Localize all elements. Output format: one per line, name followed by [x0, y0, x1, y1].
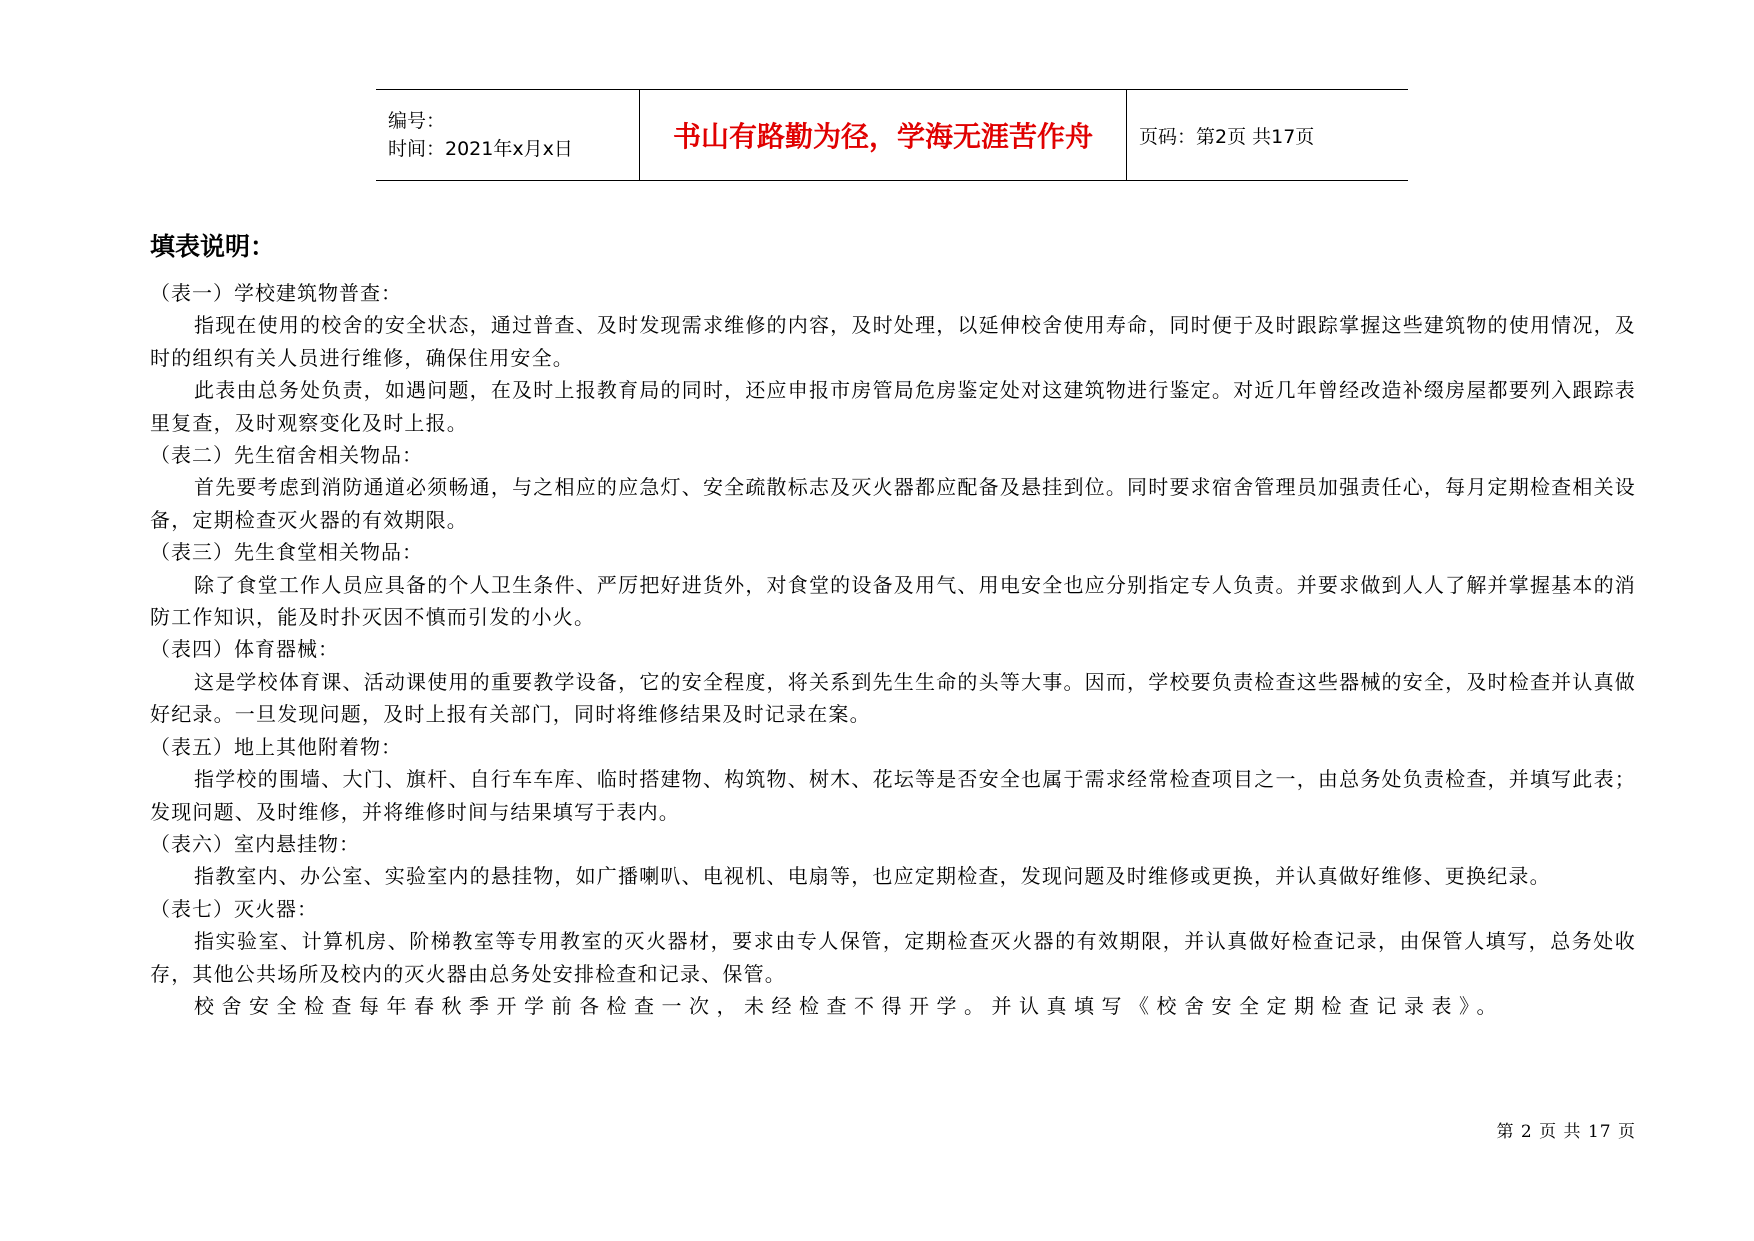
- section-heading: （表三）先生食堂相关物品：: [150, 540, 423, 565]
- document-number-label: 编号：: [388, 110, 446, 132]
- document-time-label: 时间：2021年x月x日: [388, 138, 573, 160]
- section-paragraph: 指现在使用的校舍的安全状态，通过普查、及时发现需求维修的内容，及时处理，以延伸校舍使用寿命，同时便于及时跟踪掌握这些建筑物的使用情况，及时的组织有关人员进行维修，确保住用安全。: [150, 313, 1636, 370]
- header-slogan-cell: [639, 90, 1127, 180]
- section-paragraph: 指学校的围墙、大门、旗杆、自行车车库、临时搭建物、构筑物、树木、花坛等是否安全也属于需求经常检查项目之一，由总务处负责检查，并填写此表；发现问题、及时维修，并将维修时间与结果填写于表内。: [150, 767, 1636, 824]
- section-heading: （表五）地上其他附着物：: [150, 734, 402, 759]
- section-heading: （表二）先生宿舍相关物品：: [150, 443, 423, 468]
- page-footer: 第 2 页 共 17 页: [1496, 1122, 1636, 1142]
- section-heading: （表六）室内悬挂物：: [150, 831, 360, 856]
- section-paragraph: 校舍安全检查每年春秋季开学前各检查一次，未经检查不得开学。并认真填写《校舍安全定期检查记录表》。: [194, 993, 1504, 1018]
- header-meta-cell: [376, 90, 639, 180]
- section-heading: （表四）体育器械：: [150, 637, 339, 662]
- section-paragraph: 除了食堂工作人员应具备的个人卫生条件、严厉把好进货外，对食堂的设备及用气、用电安全也应分别指定专人负责。并要求做到人人了解并掌握基本的消防工作知识，能及时扑灭因不慎而引发的小火。: [150, 572, 1636, 630]
- header-page-number: 页码：第2页 共17页: [1139, 125, 1315, 148]
- header-page-cell: [1127, 90, 1408, 180]
- page-title: 填表说明：: [150, 232, 276, 261]
- section-paragraph: 此表由总务处负责，如遇问题，在及时上报教育局的同时，还应申报市房管局危房鉴定处对这建筑物进行鉴定。对近几年曾经改造补缀房屋都要列入跟踪表里复查，及时观察变化及时上报。: [150, 378, 1636, 435]
- document-header: [376, 89, 1408, 181]
- section-paragraph: 这是学校体育课、活动课使用的重要教学设备，它的安全程度，将关系到先生生命的头等大事。因而，学校要负责检查这些器械的安全，及时检查并认真做好纪录。一旦发现问题，及时上报有关部门，同时将维修结果及时记录在案。: [150, 669, 1636, 727]
- instructions-body: [150, 277, 1636, 1022]
- header-slogan: 书山有路勤为径，学海无涯苦作舟: [672, 120, 1093, 153]
- section-paragraph: 指教室内、办公室、实验室内的悬挂物，如广播喇叭、电视机、电扇等，也应定期检查，发现问题及时维修或更换，并认真做好维修、更换纪录。: [194, 864, 1551, 889]
- section-paragraph: 指实验室、计算机房、阶梯教室等专用教室的灭火器材，要求由专人保管，定期检查灭火器的有效期限，并认真做好检查记录，由保管人填写，总务处收存，其他公共场所及校内的灭火器由总务处安排检查和记录、保管。: [150, 929, 1636, 986]
- section-paragraph: 首先要考虑到消防通道必须畅通，与之相应的应急灯、安全疏散标志及灭火器都应配备及悬挂到位。同时要求宿舍管理员加强责任心，每月定期检查相关设备，定期检查灭火器的有效期限。: [150, 475, 1636, 532]
- section-heading: （表七）灭火器：: [150, 896, 318, 921]
- section-heading: （表一）学校建筑物普查：: [150, 281, 402, 305]
